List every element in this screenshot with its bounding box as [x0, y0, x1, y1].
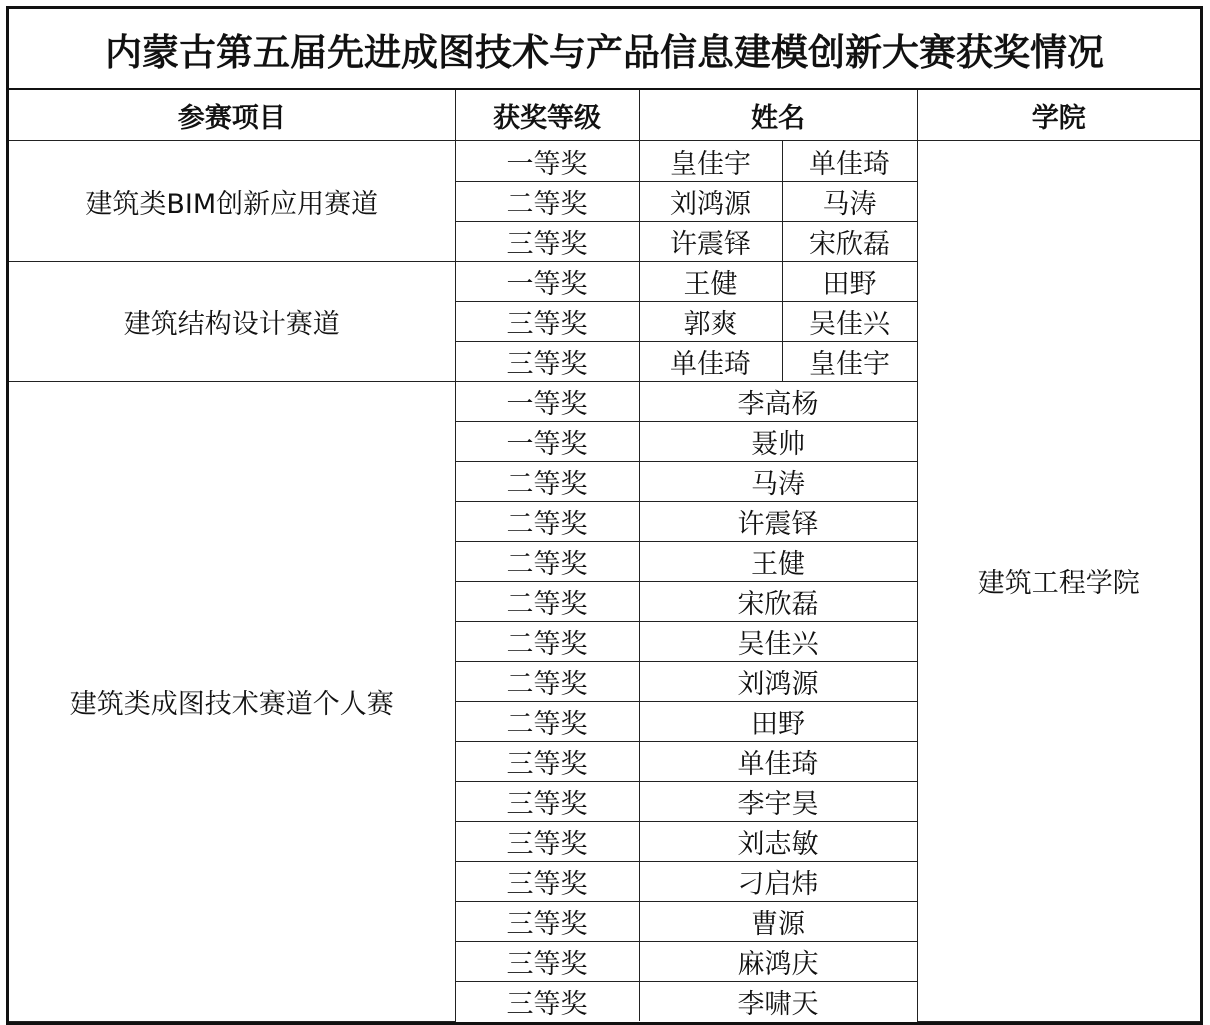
student-name-cell: 单佳琦 [782, 141, 917, 182]
student-name-cell: 王健 [639, 542, 917, 582]
award-level-cell: 三等奖 [455, 222, 639, 262]
header-college: 学院 [917, 90, 1200, 141]
student-name-cell: 麻鸿庆 [639, 942, 917, 982]
award-level-cell: 二等奖 [455, 182, 639, 222]
header-name: 姓名 [639, 90, 917, 141]
student-name-cell: 曹源 [639, 902, 917, 942]
student-name-cell: 李宇昊 [639, 782, 917, 822]
award-level-cell: 二等奖 [455, 662, 639, 702]
project-cell: 建筑结构设计赛道 [9, 262, 455, 382]
student-name-cell: 单佳琦 [639, 342, 782, 382]
student-name-cell: 皇佳宇 [782, 342, 917, 382]
student-name-cell: 郭爽 [639, 302, 782, 342]
award-level-cell: 三等奖 [455, 742, 639, 782]
award-level-cell: 二等奖 [455, 582, 639, 622]
award-level-cell: 三等奖 [455, 942, 639, 982]
student-name-cell: 刁启炜 [639, 862, 917, 902]
award-level-cell: 一等奖 [455, 422, 639, 462]
header-level: 获奖等级 [455, 90, 639, 141]
student-name-cell: 刘志敏 [639, 822, 917, 862]
award-level-cell: 二等奖 [455, 622, 639, 662]
award-level-cell: 三等奖 [455, 782, 639, 822]
student-name-cell: 许震铎 [639, 222, 782, 262]
award-level-cell: 三等奖 [455, 342, 639, 382]
award-level-cell: 二等奖 [455, 702, 639, 742]
student-name-cell: 皇佳宇 [639, 141, 782, 182]
student-name-cell: 李啸天 [639, 982, 917, 1022]
student-name-cell: 马涛 [782, 182, 917, 222]
college-cell: 建筑工程学院 [917, 141, 1200, 1022]
award-level-cell: 三等奖 [455, 902, 639, 942]
table-row [9, 141, 1200, 182]
award-level-cell: 二等奖 [455, 502, 639, 542]
student-name-cell: 宋欣磊 [782, 222, 917, 262]
header-project: 参赛项目 [9, 90, 455, 141]
award-level-cell: 一等奖 [455, 262, 639, 302]
award-level-cell: 一等奖 [455, 382, 639, 422]
student-name-cell: 王健 [639, 262, 782, 302]
student-name-cell: 田野 [782, 262, 917, 302]
student-name-cell: 聂帅 [639, 422, 917, 462]
student-name-cell: 许震铎 [639, 502, 917, 542]
project-cell: 建筑类BIM创新应用赛道 [9, 141, 455, 262]
award-level-cell: 二等奖 [455, 542, 639, 582]
student-name-cell: 吴佳兴 [782, 302, 917, 342]
student-name-cell: 吴佳兴 [639, 622, 917, 662]
award-level-cell: 一等奖 [455, 141, 639, 182]
project-cell: 建筑类成图技术赛道个人赛 [9, 382, 455, 1022]
student-name-cell: 李高杨 [639, 382, 917, 422]
document-title: 内蒙古第五届先进成图技术与产品信息建模创新大赛获奖情况 [9, 9, 1200, 90]
award-level-cell: 三等奖 [455, 982, 639, 1022]
award-level-cell: 二等奖 [455, 462, 639, 502]
student-name-cell: 马涛 [639, 462, 917, 502]
student-name-cell: 刘鸿源 [639, 182, 782, 222]
student-name-cell: 刘鸿源 [639, 662, 917, 702]
student-name-cell: 宋欣磊 [639, 582, 917, 622]
header-row [9, 90, 1200, 141]
student-name-cell: 田野 [639, 702, 917, 742]
awards-table-document [6, 6, 1203, 1025]
award-level-cell: 三等奖 [455, 822, 639, 862]
award-level-cell: 三等奖 [455, 302, 639, 342]
award-level-cell: 三等奖 [455, 862, 639, 902]
awards-table [9, 90, 1200, 1022]
student-name-cell: 单佳琦 [639, 742, 917, 782]
